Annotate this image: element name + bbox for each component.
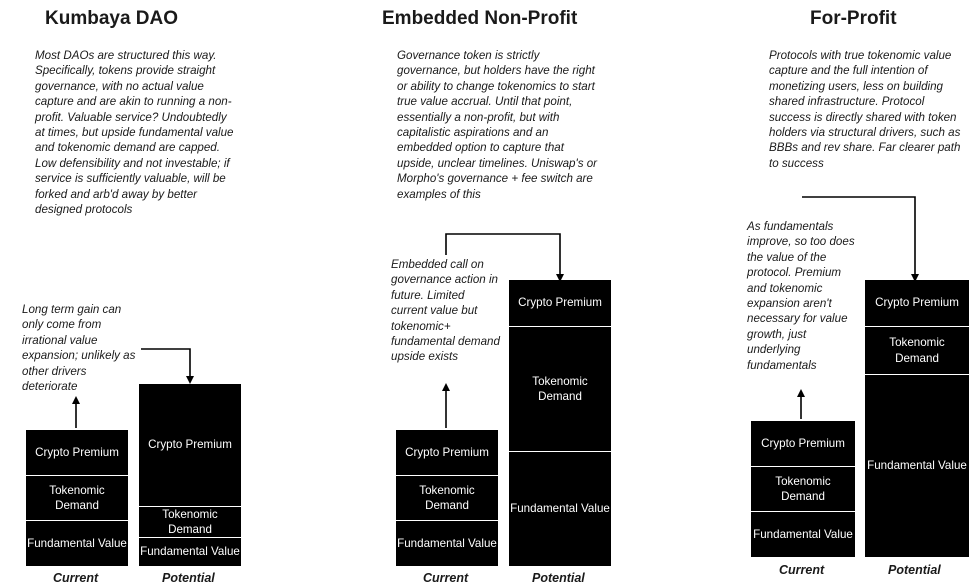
embedded-current-fundamental-value: Fundamental Value: [396, 521, 498, 566]
for-profit-note: As fundamentals improve, so too does the value of the protocol. Premium and tokenomic expansion aren't necessary for value growth, just underlying fundamentals: [747, 220, 855, 372]
kumbaya-dao-title: Kumbaya DAO: [45, 8, 179, 29]
kumbaya-dao-description: Most DAOs are structured this way. Specifically, tokens provide straight governance, with no actual value capture and are akin to running a non-profit. Valuable service? Undoubtedly at times, but upside fundamental value and tokenomic demand are capped. Low defensibility and not investable; if service is sufficiently valuable, will be forked and arb'd away by better designed protocols: [35, 49, 234, 217]
kumbaya-current-fundamental-value: Fundamental Value: [26, 521, 128, 566]
kumbaya-current-crypto-premium: Crypto Premium: [26, 430, 128, 475]
embedded-non-profit-note: Embedded call on governance action in future. Limited current value but tokenomic+ fundamental demand upside exists: [391, 258, 500, 364]
kumbaya-connector-arrow: [141, 349, 190, 380]
embedded-potential-fundamental-value: Fundamental Value: [509, 452, 611, 566]
embedded-non-profit-description: Governance token is strictly governance, but holders have the right or ability to change tokenomics to start true value accrual. Until that point, essentially a non-profit, but with capitalistic aspirations and an embedded option to capture that upside, unclear timelines. Uniswap's or Morpho's governance + fee switch are examples of this: [397, 49, 598, 201]
for-profit-current-fundamental-value: Fundamental Value: [751, 512, 855, 557]
embedded-potential-crypto-premium: Crypto Premium: [509, 280, 611, 326]
kumbaya-dao-note: Long term gain can only come from irrational value expansion; unlikely as other drivers deteriorate: [22, 303, 136, 394]
for-profit-current-crypto-premium: Crypto Premium: [751, 421, 855, 466]
embedded-current-crypto-premium: Crypto Premium: [396, 430, 498, 475]
embedded-non-profit-title: Embedded Non-Profit: [382, 8, 578, 29]
embedded-current-label: Current: [423, 571, 469, 585]
for-profit-potential-label: Potential: [888, 563, 941, 577]
for-profit-potential-fundamental-value: Fundamental Value: [865, 375, 969, 557]
kumbaya-current-tokenomic-demand: Tokenomic Demand: [26, 476, 128, 520]
embedded-current-tokenomic-demand: Tokenomic Demand: [396, 476, 498, 520]
for-profit-current-label: Current: [779, 563, 825, 577]
for-profit-current-tokenomic-demand: Tokenomic Demand: [751, 467, 855, 511]
kumbaya-potential-label: Potential: [162, 571, 215, 585]
kumbaya-potential-fundamental-value: Fundamental Value: [139, 538, 241, 566]
embedded-potential-tokenomic-demand: Tokenomic Demand: [509, 327, 611, 451]
kumbaya-potential-crypto-premium: Crypto Premium: [139, 384, 241, 506]
for-profit-potential-tokenomic-demand: Tokenomic Demand: [865, 327, 969, 374]
for-profit-description: Protocols with true tokenomic value capture and the full intention of monetizing users, less on building shared infrastructure. Protocol success is directly shared with token holders via structural drivers, such as BBBs and rev share. Far clearer path to success: [769, 49, 961, 170]
embedded-potential-label: Potential: [532, 571, 585, 585]
for-profit-potential-crypto-premium: Crypto Premium: [865, 280, 969, 326]
kumbaya-potential-tokenomic-demand: Tokenomic Demand: [139, 507, 241, 537]
kumbaya-current-label: Current: [53, 571, 99, 585]
for-profit-title: For-Profit: [810, 8, 897, 29]
